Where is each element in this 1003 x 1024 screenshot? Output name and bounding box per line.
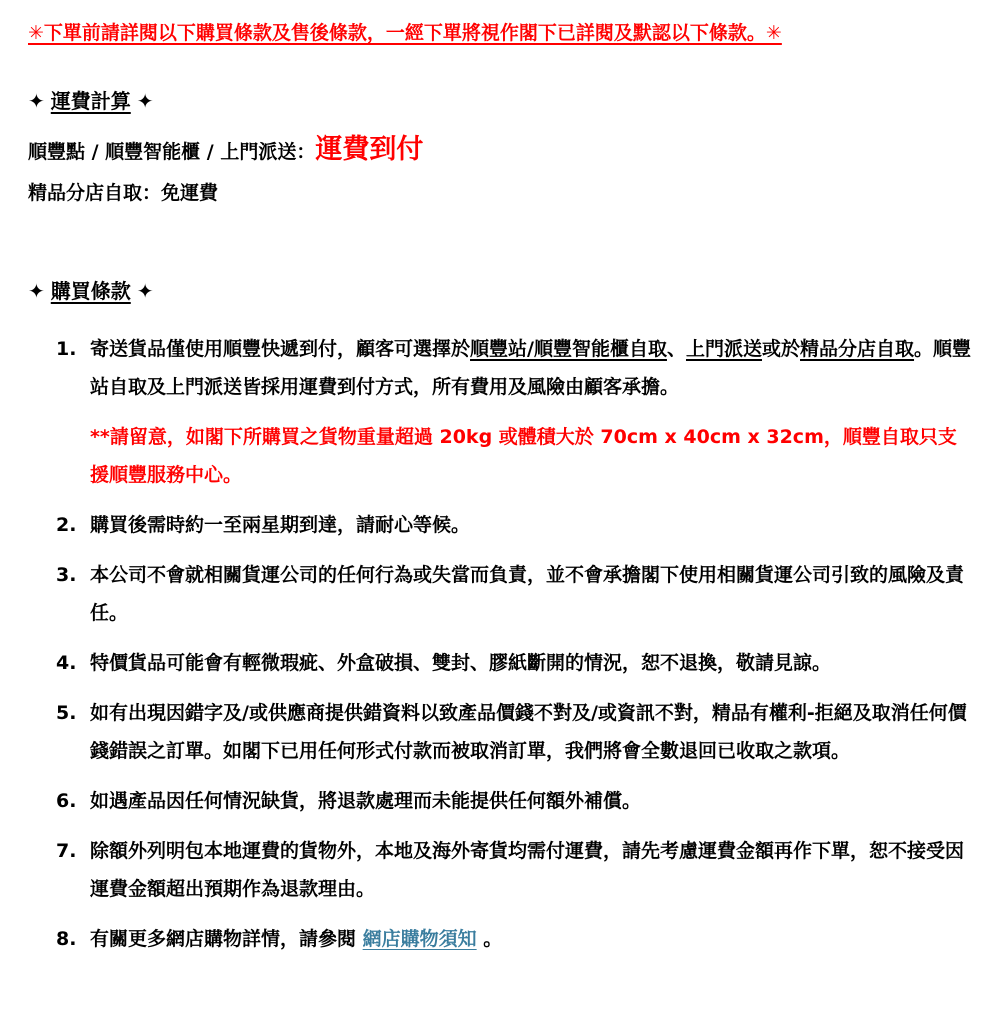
term-1-seg3: 或於 bbox=[762, 338, 801, 360]
term-number: 7. bbox=[56, 840, 77, 862]
shipping-section-title: 運費計算 bbox=[50, 89, 131, 113]
term-item-6 bbox=[56, 782, 975, 820]
term-body bbox=[90, 556, 975, 632]
term-1-seg4: 。順豐站自取及上門派送皆採用運費到付方式，所有費用及風險由顧客承擔。 bbox=[90, 338, 972, 398]
shipping-methods-line bbox=[28, 128, 975, 174]
store-pickup-line: 精品分店自取：免運費 bbox=[28, 182, 219, 204]
term-body bbox=[90, 832, 975, 908]
term-2-text: 購買後需時約一至兩星期到達，請耐心等候。 bbox=[90, 514, 471, 536]
term-item-3 bbox=[56, 556, 975, 632]
term-number: 6. bbox=[56, 790, 77, 812]
term-number: 3. bbox=[56, 564, 77, 586]
term-4-text: 特價貨品可能會有輕微瑕疵、外盒破損、雙封、膠紙斷開的情況，恕不退換，敬請見諒。 bbox=[90, 652, 832, 674]
term-8-text bbox=[90, 920, 975, 958]
term-8-prefix: 有關更多網店購物詳情，請參閱 bbox=[90, 928, 363, 950]
shipping-methods-text: 順豐點 / 順豐智能櫃 / 上門派送： bbox=[28, 141, 316, 163]
pickup-option-sf-station: 順豐站/順豐智能櫃自取 bbox=[470, 338, 667, 360]
pre-order-notice: ✳下單前請詳閱以下購買條款及售後條款，一經下單將視作閣下已詳閱及默認以下條款。✳ bbox=[28, 22, 782, 44]
term-1-seg2: 、 bbox=[666, 338, 686, 360]
diamond-icon: ✦ bbox=[28, 279, 45, 303]
pickup-option-home-delivery: 上門派送 bbox=[685, 338, 762, 360]
term-7-text: 除額外列明包本地運費的貨物外，本地及海外寄貨均需付運費，請先考慮運費金額再作下單，恕不接受因運費金額超出預期作為退款理由。 bbox=[90, 840, 965, 900]
diamond-icon: ✦ bbox=[136, 89, 154, 113]
term-number: 8. bbox=[56, 928, 77, 950]
weight-size-limit-note: **請留意，如閣下所購買之貨物重量超過 20kg 或體積大於 70cm x 40cm x 32cm，順豐自取只支援順豐服務中心。 bbox=[90, 426, 957, 486]
term-item-1 bbox=[56, 330, 975, 494]
term-item-5 bbox=[56, 694, 975, 770]
term-item-7 bbox=[56, 832, 975, 908]
term-body bbox=[90, 782, 975, 820]
pickup-option-store: 精品分店自取 bbox=[800, 338, 915, 360]
term-item-2 bbox=[56, 506, 975, 544]
term-number: 1. bbox=[56, 338, 77, 360]
term-item-8 bbox=[56, 920, 975, 958]
diamond-icon: ✦ bbox=[28, 89, 45, 113]
term-body bbox=[90, 694, 975, 770]
term-item-4 bbox=[56, 644, 975, 682]
term-body bbox=[90, 644, 975, 682]
term-6-text: 如遇產品因任何情況缺貨，將退款處理而未能提供任何額外補償。 bbox=[90, 790, 642, 812]
term-number: 5. bbox=[56, 702, 77, 724]
term-number: 4. bbox=[56, 652, 77, 674]
term-body bbox=[90, 920, 975, 958]
term-3-text: 本公司不會就相關貨運公司的任何行為或失當而負責，並不會承擔閣下使用相關貨運公司引致的風險及責任。 bbox=[90, 564, 965, 624]
term-1-text bbox=[90, 330, 975, 406]
term-body bbox=[90, 506, 975, 544]
term-body bbox=[90, 330, 975, 494]
term-1-seg1: 寄送貨品僅使用順豐快遞到付，顧客可選擇於 bbox=[90, 338, 471, 360]
diamond-icon: ✦ bbox=[136, 279, 154, 303]
cod-highlight: 運費到付 bbox=[315, 134, 424, 165]
store-shopping-guide-link[interactable]: 網店購物須知 bbox=[362, 928, 477, 950]
term-8-suffix: 。 bbox=[476, 928, 503, 950]
terms-list bbox=[28, 330, 975, 958]
term-number: 2. bbox=[56, 514, 77, 536]
term-5-text: 如有出現因錯字及/或供應商提供錯資料以致產品價錢不對及/或資訊不對，精品有權利-拒絕及取消任何價錢錯誤之訂單。如閣下已用任何形式付款而被取消訂單，我們將會全數退回已收取之款項。 bbox=[90, 702, 967, 762]
section-heading-shipping-fee bbox=[28, 82, 975, 120]
terms-section-title: 購買條款 bbox=[50, 279, 131, 303]
section-heading-purchase-terms bbox=[28, 272, 975, 310]
